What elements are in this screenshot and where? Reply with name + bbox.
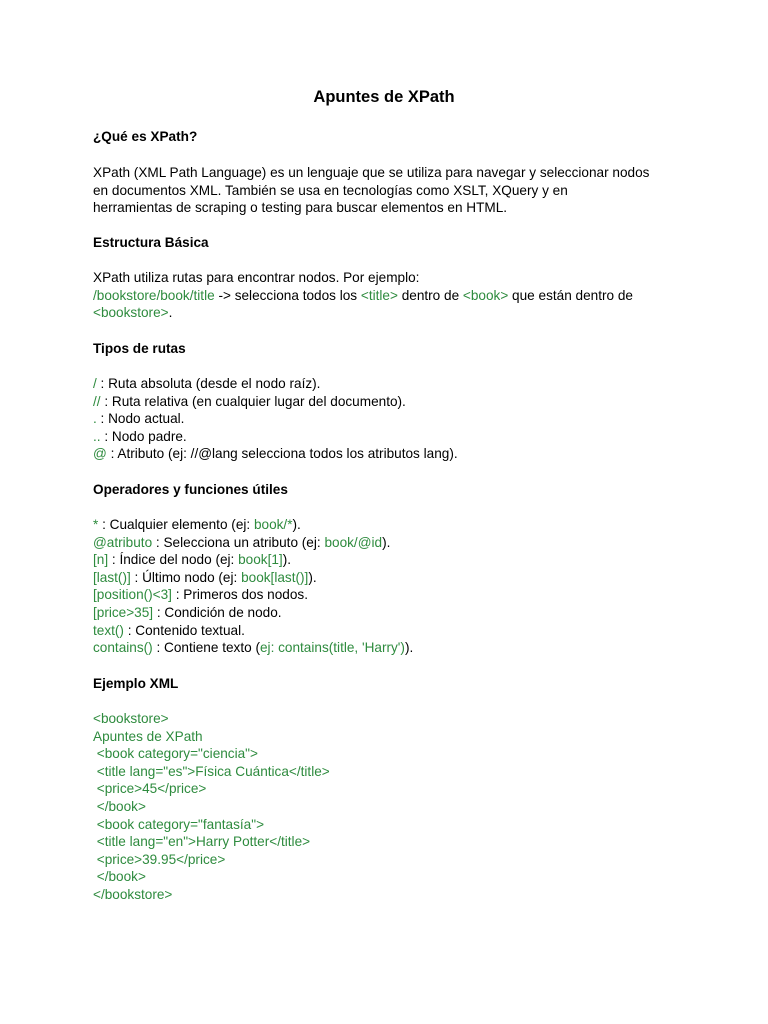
text-span: -> selecciona todos los [214, 287, 361, 303]
list-item [93, 551, 693, 569]
list-item [93, 569, 693, 587]
list-item [93, 428, 693, 446]
item-text: : Nodo padre. [100, 428, 187, 444]
code-tag: <book> [462, 287, 509, 303]
code-line: <bookstore> [93, 711, 169, 726]
list-item [93, 516, 693, 534]
page-title: Apuntes de XPath [313, 88, 455, 106]
heading-route-types: Tipos de rutas [93, 341, 186, 356]
code-operator: text() [93, 622, 124, 638]
code-line: <book category="fantasía"> [93, 816, 265, 832]
code-example: book[last()] [241, 569, 309, 585]
text-span: . [168, 305, 173, 321]
code-operator: .. [93, 428, 101, 444]
heading-what-is: ¿Qué es XPath? [93, 129, 198, 144]
list-route-types [93, 375, 693, 463]
code-line: </book> [93, 798, 146, 814]
item-text: : Atributo (ej: //@lang selecciona todos los atributos lang). [106, 446, 458, 462]
code-line: <price>45</price> [93, 781, 207, 797]
code-operator: [n] [93, 552, 109, 568]
item-text: ). [404, 640, 414, 656]
item-text: : Ruta absoluta (desde el nodo raíz). [96, 376, 321, 391]
list-item [93, 410, 693, 428]
list-operators [93, 516, 693, 657]
item-text: : Cualquier elemento (ej: [98, 517, 254, 532]
code-operator: // [93, 393, 101, 409]
paragraph-line [93, 304, 693, 322]
list-item [93, 445, 693, 463]
list-item [93, 393, 693, 411]
code-line: </bookstore> [93, 886, 173, 902]
text-span: dentro de [397, 287, 463, 303]
code-line: <book category="ciencia"> [93, 746, 258, 762]
paragraph-line: en documentos XML. También se usa en tecnologías como XSLT, XQuery y en [93, 182, 568, 198]
code-operator: @ [93, 446, 107, 462]
code-line: <title lang="es">Física Cuántica</title> [93, 763, 330, 779]
paragraph-line: XPath utiliza rutas para encontrar nodos. Por ejemplo: [93, 270, 420, 285]
document-page [93, 0, 693, 1024]
item-text: ). [382, 534, 391, 550]
code-operator: [price>35] [93, 604, 154, 620]
heading-xml-example: Ejemplo XML [93, 676, 179, 691]
list-item [93, 639, 693, 657]
code-example: book/@id [324, 534, 383, 550]
code-operator: * [93, 517, 99, 532]
heading-operators: Operadores y funciones útiles [93, 482, 288, 497]
list-item [93, 586, 693, 604]
code-block-xml [93, 710, 693, 904]
heading-basic-structure: Estructura Básica [93, 235, 209, 250]
code-operator: [position()<3] [93, 587, 172, 603]
item-text: ). [292, 517, 301, 532]
code-example: book[1] [238, 552, 283, 568]
item-text: : Condición de nodo. [153, 604, 282, 620]
list-item [93, 375, 693, 393]
item-text: : Primeros dos nodos. [171, 587, 308, 603]
code-operator: . [93, 411, 97, 427]
paragraph-what-is [93, 164, 693, 217]
paragraph-line [93, 287, 693, 305]
code-tag: <bookstore> [93, 305, 169, 321]
text-span: que están dentro de [508, 287, 633, 303]
item-text: : Contiene texto ( [152, 640, 260, 656]
code-operator: [last()] [93, 569, 131, 585]
code-operator: / [93, 376, 97, 391]
code-path: /bookstore/book/title [93, 287, 215, 303]
code-line: </book> [93, 869, 146, 885]
code-operator: @atributo [93, 534, 153, 550]
list-item [93, 622, 693, 640]
code-line: Apuntes de XPath [93, 728, 203, 744]
item-text: ). [282, 552, 292, 568]
item-text: : Índice del nodo (ej: [108, 552, 239, 568]
list-item [93, 604, 693, 622]
paragraph-basic-structure [93, 269, 693, 322]
item-text: ). [308, 569, 317, 585]
code-operator: contains() [93, 640, 153, 656]
code-line: <price>39.95</price> [93, 851, 226, 867]
code-line: <title lang="en">Harry Potter</title> [93, 834, 311, 850]
code-tag: <title> [360, 287, 398, 303]
code-example: book/* [253, 517, 293, 532]
item-text: : Nodo actual. [96, 411, 185, 427]
item-text: : Último nodo (ej: [130, 569, 242, 585]
item-text: : Selecciona un atributo (ej: [152, 534, 325, 550]
paragraph-line: herramientas de scraping o testing para buscar elementos en HTML. [93, 200, 508, 216]
list-item [93, 534, 693, 552]
item-text: : Ruta relativa (en cualquier lugar del documento). [100, 393, 406, 409]
paragraph-line: XPath (XML Path Language) es un lenguaje que se utiliza para navegar y seleccionar nodos [93, 165, 650, 180]
code-example: ej: contains(title, 'Harry') [259, 640, 405, 656]
item-text: : Contenido textual. [123, 622, 245, 638]
